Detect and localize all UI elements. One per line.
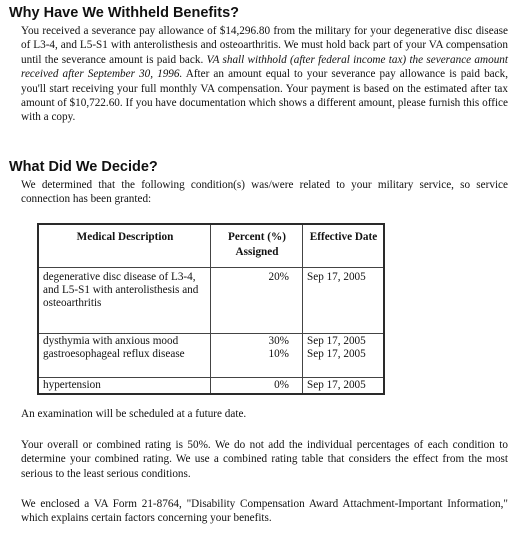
row-description: degenerative disc disease of L3-4, and L5-S1 with anterolisthesis and osteoarthritis	[43, 271, 199, 309]
decision-heading: What Did We Decide?	[9, 159, 158, 175]
exam-note: An examination will be scheduled at a future date.	[21, 408, 247, 420]
row-effective-date: Sep 17, 2005	[307, 379, 366, 391]
row-rule	[39, 333, 383, 334]
enclosed-form-note: We enclosed a VA Form 21-8764, "Disability Compensation Award Attachment-Important Information," which explains certain factors concerning your benefits.	[21, 498, 508, 525]
conditions-table	[37, 223, 385, 395]
row-rule	[39, 377, 383, 378]
header-percent-assigned: Percent (%) Assigned	[228, 231, 286, 258]
row-effective-date: Sep 17, 2005	[307, 335, 366, 347]
row-percent: 30%	[268, 335, 289, 347]
decision-intro: We determined that the following condition(s) was/were related to your military service, so service connection has been granted:	[21, 179, 508, 206]
row-percent: 0%	[274, 379, 289, 391]
withheld-text-b: After an amount equal to your severance pay allowance is paid back, you'll start receiving your full monthly VA compensation. Your payment is based on the estimated after tax amount of $10,722.60. If you have documentation which shows a different amount, please furnish this office with a copy.	[21, 68, 508, 124]
row-percent: 20%	[268, 271, 289, 283]
withheld-text-a: You received a severance pay allowance of $14,296.80 from the military for your degenerative disc disease of L3-4, and L5-S1 with anterolisthesis and osteoarthritis. We must hold back part of your VA compensation until the severance amount is paid back.	[21, 25, 508, 66]
withheld-benefits-paragraph	[21, 24, 508, 125]
column-divider	[302, 225, 303, 393]
row-description: hypertension	[43, 379, 101, 391]
combined-rating-note: Your overall or combined rating is 50%. We do not add the individual percentages of each condition to determine your combined rating. We use a combined rating table that considers the effect from the most serious to the least serious conditions.	[21, 439, 508, 480]
row-effective-date: Sep 17, 2005	[307, 348, 366, 360]
header-rule	[39, 267, 383, 268]
header-effective-date: Effective Date	[309, 231, 378, 243]
withheld-text-italic: VA shall withhold (after federal income tax) the severance amount received after September 30, 1996.	[21, 53, 508, 81]
row-effective-date: Sep 17, 2005	[307, 271, 366, 283]
row-percent: 10%	[268, 348, 289, 360]
row-description: dysthymia with anxious mood	[43, 335, 179, 347]
withheld-benefits-heading: Why Have We Withheld Benefits?	[9, 5, 240, 21]
row-description: gastroesophageal reflux disease	[43, 348, 185, 360]
header-medical-description: Medical Description	[76, 231, 174, 243]
